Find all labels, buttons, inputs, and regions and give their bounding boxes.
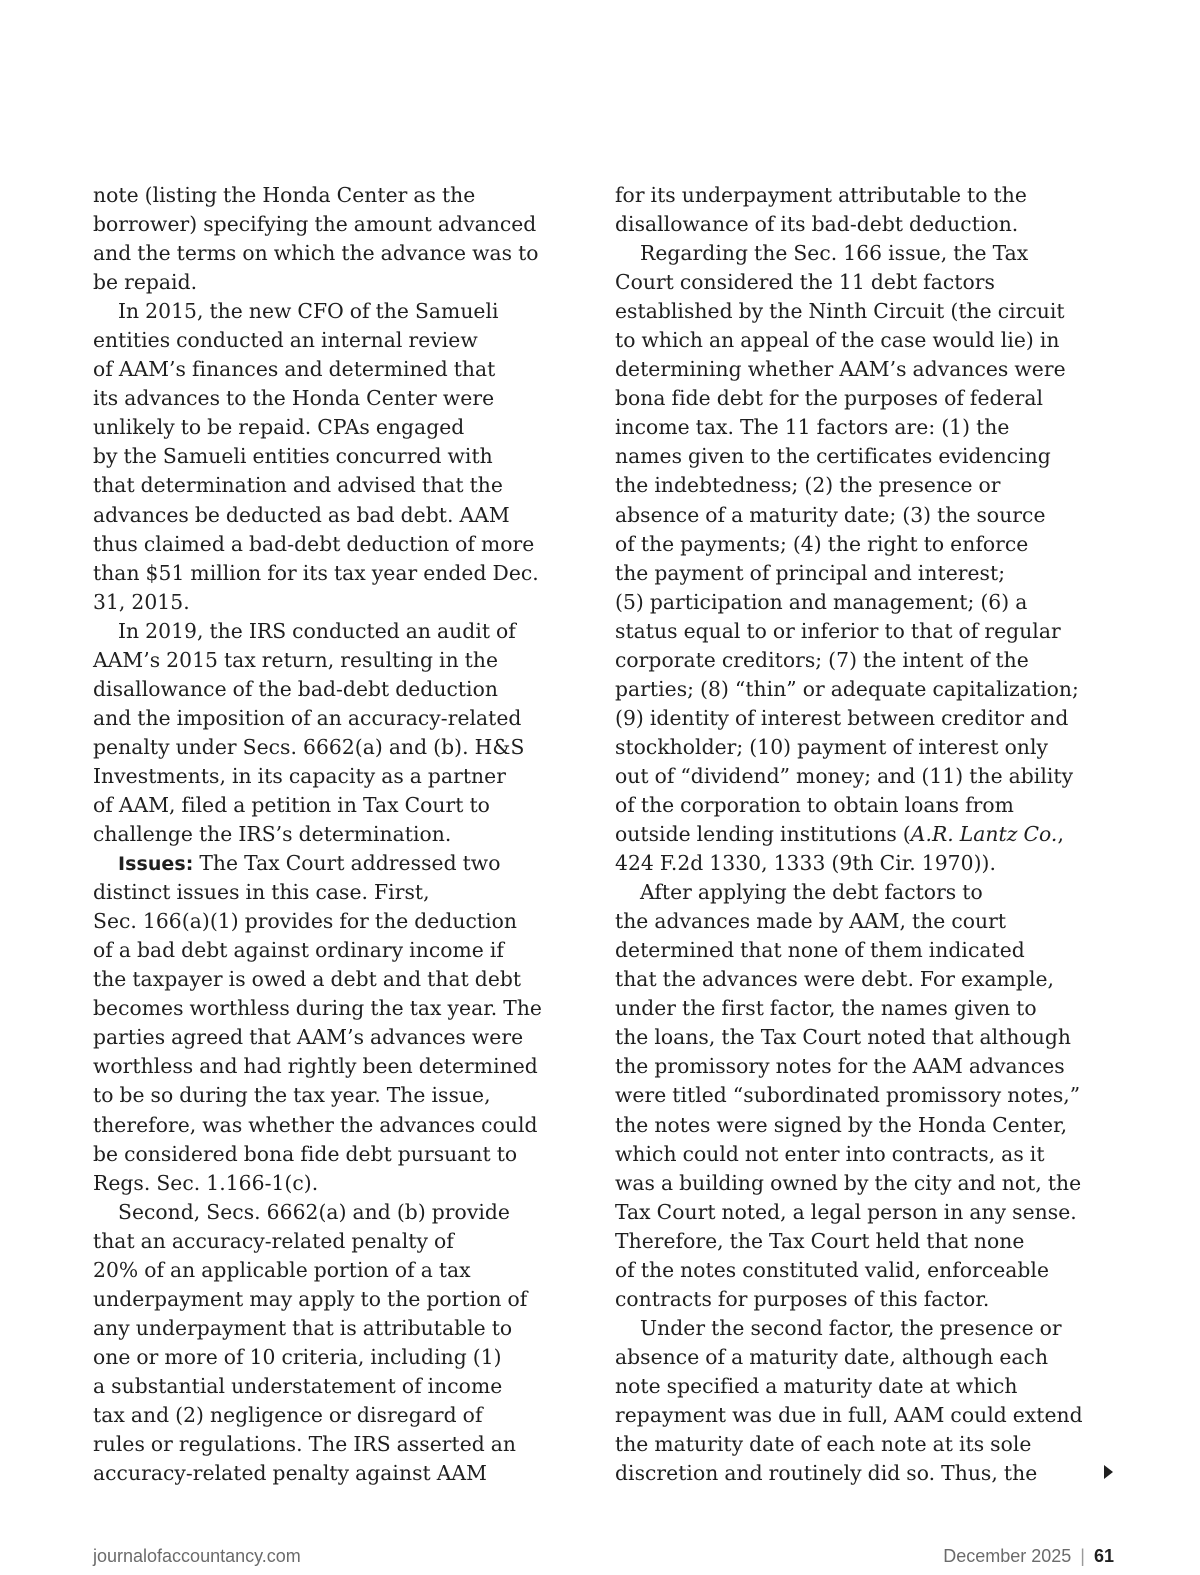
text-line [93, 733, 578, 762]
text-line [615, 384, 1115, 413]
text-line [93, 704, 578, 733]
text-line [615, 1227, 1115, 1256]
line-text: accuracy-related penalty against AAM [93, 1461, 487, 1486]
line-text: Tax Court noted, a legal person in any sense. [615, 1199, 1077, 1224]
page-number: 61 [1093, 1546, 1114, 1566]
text-line [93, 181, 578, 210]
text-line [615, 1401, 1115, 1430]
text-line [615, 1169, 1115, 1198]
line-text: determining whether AAM’s advances were [615, 357, 1066, 382]
line-text: therefore, was whether the advances could [93, 1112, 538, 1137]
line-text: of the corporation to obtain loans from [615, 792, 1014, 817]
text-line [615, 965, 1115, 994]
line-text: AAM’s 2015 tax return, resulting in the [93, 647, 499, 672]
line-text: The Tax Court addressed two [193, 851, 501, 876]
text-line [615, 297, 1115, 326]
line-text: that an accuracy-related penalty of [93, 1228, 454, 1253]
line-text: Second, Secs. 6662(a) and (b) provide [118, 1199, 510, 1224]
line-text: contracts for purposes of this factor. [615, 1286, 990, 1311]
text-line [93, 471, 578, 500]
text-line [93, 1111, 578, 1140]
line-text: outside lending institutions ( [615, 822, 911, 847]
text-line [615, 471, 1115, 500]
text-line [93, 675, 578, 704]
line-text: Investments, in its capacity as a partner [93, 763, 506, 788]
text-line [93, 994, 578, 1023]
text-line [93, 820, 578, 849]
text-line [615, 239, 1115, 268]
line-text: After applying the debt factors to [640, 880, 983, 905]
line-text: and the terms on which the advance was to [93, 241, 539, 266]
line-text: Sec. 166(a)(1) provides for the deduction [93, 909, 517, 934]
text-line [93, 239, 578, 268]
text-line [93, 849, 578, 878]
text-line [93, 384, 578, 413]
line-text: of the payments; (4) the right to enforce [615, 531, 1029, 556]
text-line [93, 559, 578, 588]
line-text: discretion and routinely did so. Thus, the [615, 1461, 1038, 1486]
text-line [93, 1372, 578, 1401]
line-text: income tax. The 11 factors are: (1) the [615, 415, 1010, 440]
line-text: the payment of principal and interest; [615, 560, 1006, 585]
line-text: Regarding the Sec. 166 issue, the Tax [640, 241, 1029, 266]
text-line [615, 1140, 1115, 1169]
text-line [93, 1198, 578, 1227]
text-line [93, 1227, 578, 1256]
text-line [93, 1023, 578, 1052]
text-line [93, 646, 578, 675]
line-text: under the first factor, the names given to [615, 996, 1037, 1021]
line-text: be repaid. [93, 270, 198, 295]
line-text: Regs. Sec. 1.166-1(c). [93, 1170, 319, 1195]
line-text: advances be deducted as bad debt. AAM [93, 502, 510, 527]
text-line [93, 1430, 578, 1459]
text-line [615, 1052, 1115, 1081]
text-line [615, 1430, 1115, 1459]
line-text: a substantial understatement of income [93, 1373, 503, 1398]
text-line [615, 1343, 1115, 1372]
text-line [93, 413, 578, 442]
line-text: 31, 2015. [93, 589, 190, 614]
text-line [615, 355, 1115, 384]
line-text: of AAM’s finances and determined that [93, 357, 496, 382]
line-text: be considered bona fide debt pursuant to [93, 1141, 518, 1166]
text-line [93, 791, 578, 820]
line-text: to be so during the tax year. The issue, [93, 1083, 491, 1108]
text-line [93, 936, 578, 965]
line-text: determined that none of them indicated [615, 938, 1025, 963]
line-text: entities conducted an internal review [93, 328, 478, 353]
text-line [93, 530, 578, 559]
line-text: (5) participation and management; (6) a [615, 589, 1028, 614]
line-text: of a bad debt against ordinary income if [93, 938, 504, 963]
line-text: parties; (8) “thin” or adequate capitalization; [615, 676, 1079, 701]
text-line [615, 791, 1115, 820]
line-text: becomes worthless during the tax year. The [93, 996, 542, 1021]
text-line [615, 442, 1115, 471]
line-text: to which an appeal of the case would lie) in [615, 328, 1060, 353]
line-text: stockholder; (10) payment of interest only [615, 734, 1049, 759]
text-line [615, 1314, 1115, 1343]
line-text: that determination and advised that the [93, 473, 503, 498]
case-citation: A.R. Lantz Co. [910, 822, 1058, 847]
text-line [93, 1285, 578, 1314]
text-line [93, 1459, 578, 1488]
text-line [615, 646, 1115, 675]
line-text: of AAM, filed a petition in Tax Court to [93, 792, 490, 817]
text-line [615, 1081, 1115, 1110]
line-text: parties agreed that AAM’s advances were [93, 1025, 524, 1050]
text-line [615, 413, 1115, 442]
line-text: borrower) specifying the amount advanced [93, 212, 537, 237]
text-line [93, 210, 578, 239]
line-text: of the notes constituted valid, enforceable [615, 1257, 1050, 1282]
line-text: absence of a maturity date, although each [615, 1344, 1049, 1369]
line-text: was a building owned by the city and not, the [615, 1170, 1082, 1195]
line-text: Therefore, the Tax Court held that none [615, 1228, 1025, 1253]
text-line [93, 268, 578, 297]
text-line [93, 355, 578, 384]
line-text: the advances made by AAM, the court [615, 909, 1007, 934]
text-line [615, 907, 1115, 936]
line-text: rules or regulations. The IRS asserted an [93, 1432, 517, 1457]
line-text: the promissory notes for the AAM advances [615, 1054, 1065, 1079]
text-line [93, 1314, 578, 1343]
text-line [93, 501, 578, 530]
text-line [93, 326, 578, 355]
line-text: were titled “subordinated promissory notes,” [615, 1083, 1081, 1108]
text-line [615, 1256, 1115, 1285]
line-text: absence of a maturity date; (3) the source [615, 502, 1046, 527]
line-text: tax and (2) negligence or disregard of [93, 1402, 483, 1427]
line-text: for its underpayment attributable to the [615, 183, 1027, 207]
text-line [93, 1256, 578, 1285]
text-line [615, 559, 1115, 588]
text-line [93, 907, 578, 936]
line-text: by the Samueli entities concurred with [93, 444, 493, 469]
line-text: (9) identity of interest between creditor and [615, 705, 1069, 730]
text-line [93, 1401, 578, 1430]
text-line [615, 820, 1115, 849]
line-text: that the advances were debt. For example, [615, 967, 1055, 992]
line-text: the loans, the Tax Court noted that although [615, 1025, 1072, 1050]
continue-arrow-icon [1104, 1465, 1113, 1479]
line-text: repayment was due in full, AAM could extend [615, 1402, 1083, 1427]
line-text: Under the second factor, the presence or [640, 1315, 1062, 1340]
text-line [93, 1081, 578, 1110]
line-text: challenge the IRS’s determination. [93, 822, 452, 847]
text-line [615, 501, 1115, 530]
text-line [615, 1459, 1115, 1488]
text-line [615, 704, 1115, 733]
text-line [615, 530, 1115, 559]
article-column-right [615, 181, 1115, 1488]
line-text: the taxpayer is owed a debt and that debt [93, 967, 522, 992]
text-line [615, 210, 1115, 239]
footer-issue-info [943, 1546, 1114, 1567]
text-line [93, 965, 578, 994]
text-line [615, 1198, 1115, 1227]
text-line [615, 268, 1115, 297]
line-text: note specified a maturity date at which [615, 1373, 1018, 1398]
text-line [615, 849, 1115, 878]
footer-issue-date: December 2025 [943, 1546, 1072, 1566]
line-text: any underpayment that is attributable to [93, 1315, 513, 1340]
line-text: the indebtedness; (2) the presence or [615, 473, 1001, 498]
text-line [615, 1023, 1115, 1052]
text-line [615, 181, 1115, 210]
run-in-heading: Issues: [118, 853, 194, 876]
line-text: names given to the certificates evidencing [615, 444, 1051, 469]
line-text: 20% of an applicable portion of a tax [93, 1257, 471, 1282]
line-text: established by the Ninth Circuit (the circuit [615, 299, 1065, 324]
line-text: worthless and had rightly been determined [93, 1054, 538, 1079]
text-line [93, 762, 578, 791]
line-text: Court considered the 11 debt factors [615, 270, 995, 295]
text-line [615, 733, 1115, 762]
line-text: disallowance of its bad-debt deduction. [615, 212, 1019, 237]
text-line [615, 878, 1115, 907]
line-text: and the imposition of an accuracy-related [93, 705, 522, 730]
line-text: its advances to the Honda Center were [93, 386, 495, 411]
text-line [93, 878, 578, 907]
footer-separator: | [1080, 1546, 1085, 1566]
text-line [615, 1372, 1115, 1401]
footer-website: journalofaccountancy.com [93, 1546, 301, 1566]
text-line [93, 617, 578, 646]
line-text: note (listing the Honda Center as the [93, 183, 476, 207]
line-text: thus claimed a bad-debt deduction of more [93, 531, 535, 556]
line-text: the maturity date of each note at its sole [615, 1432, 1032, 1457]
text-line [615, 326, 1115, 355]
line-text: 424 F.2d 1330, 1333 (9th Cir. 1970)). [615, 851, 996, 876]
text-line [615, 1285, 1115, 1314]
line-text: In 2015, the new CFO of the Samueli [118, 299, 499, 324]
text-line [615, 1111, 1115, 1140]
line-text: than $51 million for its tax year ended Dec. [93, 560, 539, 585]
article-column-left [93, 181, 578, 1488]
line-text: In 2019, the IRS conducted an audit of [118, 618, 516, 643]
line-text: distinct issues in this case. First, [93, 880, 430, 905]
line-text: one or more of 10 criteria, including (1) [93, 1344, 502, 1369]
text-line [615, 588, 1115, 617]
text-line [93, 1343, 578, 1372]
text-line [93, 1169, 578, 1198]
text-line [615, 994, 1115, 1023]
line-text: corporate creditors; (7) the intent of the [615, 647, 1029, 672]
text-line [93, 1140, 578, 1169]
line-text: disallowance of the bad-debt deduction [93, 676, 498, 701]
text-line [615, 617, 1115, 646]
line-text: underpayment may apply to the portion of [93, 1286, 528, 1311]
line-text: unlikely to be repaid. CPAs engaged [93, 415, 465, 440]
text-line [93, 588, 578, 617]
text-line [615, 675, 1115, 704]
text-line [615, 762, 1115, 791]
line-text: bona fide debt for the purposes of federal [615, 386, 1044, 411]
line-text: penalty under Secs. 6662(a) and (b). H&S [93, 734, 525, 759]
line-text: the notes were signed by the Honda Center, [615, 1112, 1068, 1137]
text-line [615, 936, 1115, 965]
line-text: which could not enter into contracts, as it [615, 1141, 1045, 1166]
line-text: out of “dividend” money; and (11) the ability [615, 763, 1074, 788]
line-text-tail: , [1057, 822, 1064, 847]
text-line [93, 1052, 578, 1081]
line-text: status equal to or inferior to that of regular [615, 618, 1061, 643]
text-line [93, 297, 578, 326]
text-line [93, 442, 578, 471]
